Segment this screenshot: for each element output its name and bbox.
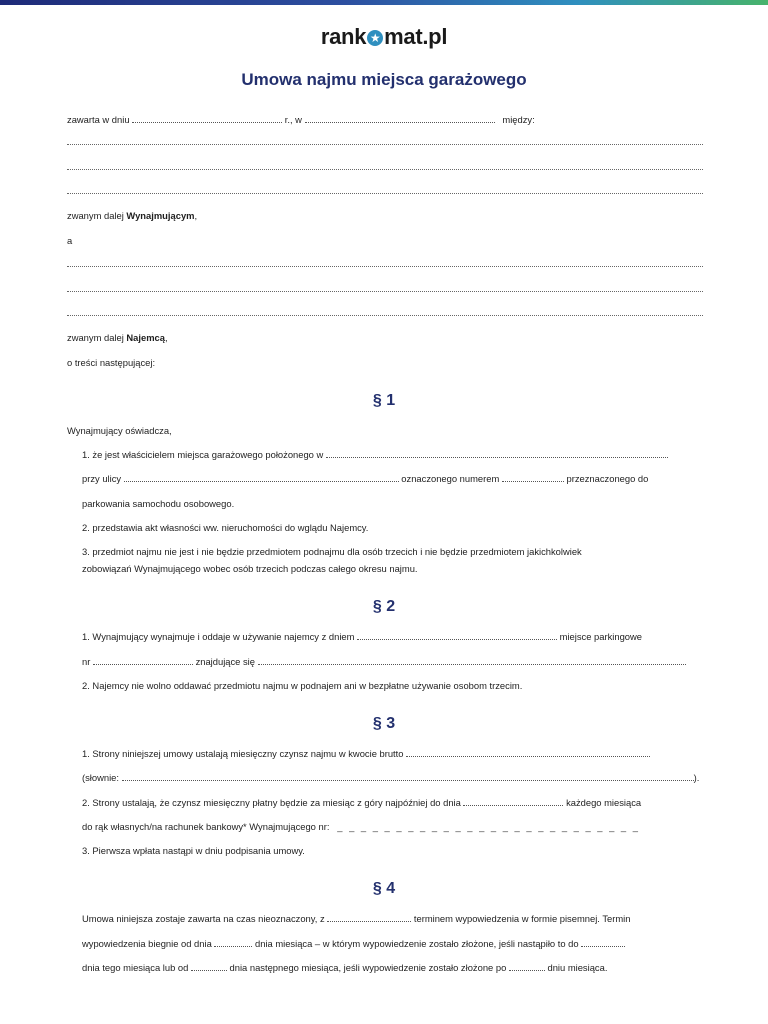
text: zwanym dalej bbox=[67, 210, 127, 221]
text: (słownie: bbox=[82, 772, 119, 783]
tenant-definition bbox=[67, 332, 168, 344]
text: 1. Wynajmujący wynajmuje i oddaje w używanie najemcy z dniem bbox=[82, 631, 355, 642]
party1-line-2[interactable] bbox=[67, 169, 703, 170]
text: 1. Strony niniejszej umowy ustalają miesięczny czynsz najmu w kwocie brutto bbox=[82, 748, 404, 759]
section-2-heading: § 2 bbox=[372, 598, 396, 615]
text: 2. Strony ustalają, że czynsz miesięczny płatny będzie za miesiąc z góry najpóźniej do dnia bbox=[82, 797, 461, 808]
deadline-day-blank[interactable] bbox=[581, 938, 625, 947]
party2-line-2[interactable] bbox=[67, 291, 703, 292]
intro-line bbox=[67, 114, 535, 126]
place-blank[interactable] bbox=[305, 114, 495, 123]
section-3-heading: § 3 bbox=[372, 715, 396, 732]
text: 1. że jest właścicielem miejsca garażowego położonego w bbox=[82, 449, 324, 460]
text: do rąk własnych/na rachunek bankowy* Wynajmującego nr: bbox=[82, 821, 330, 832]
start-date-blank[interactable] bbox=[357, 631, 557, 640]
section-4-heading: § 4 bbox=[372, 880, 396, 897]
star-icon: ★ bbox=[367, 30, 383, 46]
notice-period-blank[interactable] bbox=[327, 913, 411, 922]
top-gradient-bar bbox=[0, 0, 768, 5]
s4-line-1 bbox=[82, 913, 630, 925]
s1-point-3a: 3. przedmiot najmu nie jest i nie będzie przedmiotem podnajmu dla osób trzecich i nie będzie przedmiotem jakichkolwiek bbox=[82, 546, 582, 557]
notice-day-blank[interactable] bbox=[214, 938, 252, 947]
text: dnia miesiąca – w którym wypowiedzenie zostało złożone, jeśli nastąpiło to do bbox=[255, 938, 579, 949]
tenant-term: Najemcą bbox=[126, 332, 165, 343]
s3-point-2b bbox=[82, 821, 640, 833]
text: zwanym dalej bbox=[67, 332, 127, 343]
s1-point-1b bbox=[82, 473, 648, 485]
s2-point-2: 2. Najemcy nie wolno oddawać przedmiotu najmu w podnajem ani w bezpłatne używanie osobom trzecim. bbox=[82, 680, 523, 691]
s3-point-2a bbox=[82, 797, 641, 809]
party1-line-3[interactable] bbox=[67, 193, 703, 194]
text: terminem wypowiedzenia w formie pisemnej. Termin bbox=[413, 913, 631, 924]
s4-line-2 bbox=[82, 938, 625, 950]
text: znajdujące się bbox=[195, 656, 255, 667]
s2-point-1a bbox=[82, 631, 642, 643]
number-blank[interactable] bbox=[502, 473, 564, 482]
between-label: między: bbox=[502, 114, 535, 125]
s1-point-1a bbox=[82, 449, 668, 461]
amount-in-words-blank[interactable] bbox=[122, 772, 694, 781]
s3-point-1a bbox=[82, 748, 650, 760]
s1-lead: Wynajmujący oświadcza, bbox=[67, 425, 172, 436]
street-blank[interactable] bbox=[124, 473, 399, 482]
text: oznaczonego numerem bbox=[401, 473, 500, 484]
spot-number-blank[interactable] bbox=[93, 656, 193, 665]
text: dniu miesiąca. bbox=[547, 962, 608, 973]
s1-point-3b: zobowiązań Wynajmującego wobec osób trzecich podczas całego okresu najmu. bbox=[82, 563, 418, 574]
s1-point-1c: parkowania samochodu osobowego. bbox=[82, 498, 235, 509]
place-label: r., w bbox=[284, 114, 302, 125]
logo bbox=[0, 24, 768, 50]
and-label: a bbox=[67, 235, 73, 246]
text: przy ulicy bbox=[82, 473, 122, 484]
text: każdego miesiąca bbox=[566, 797, 642, 808]
location-blank[interactable] bbox=[326, 449, 668, 458]
document-title: Umowa najmu miejsca garażowego bbox=[241, 70, 527, 89]
s3-point-3: 3. Pierwsza wpłata nastąpi w dniu podpisania umowy. bbox=[82, 845, 305, 856]
content-intro: o treści następującej: bbox=[67, 357, 156, 368]
date-blank[interactable] bbox=[132, 114, 282, 123]
text: dnia tego miesiąca lub od bbox=[82, 962, 189, 973]
party1-line-1[interactable] bbox=[67, 144, 703, 145]
text: dnia następnego miesiąca, jeśli wypowiedzenie zostało złożone po bbox=[229, 962, 507, 973]
logo-text-right: mat.pl bbox=[384, 24, 448, 49]
text: , bbox=[194, 210, 198, 221]
text: ). bbox=[693, 772, 700, 783]
account-number-field[interactable]: _ _ _ _ _ _ _ _ _ _ _ _ _ _ _ _ _ _ _ _ _ _ _ _ _ _ bbox=[337, 821, 640, 832]
s1-point-2: 2. przedstawia akt własności ww. nieruchomości do wglądu Najemcy. bbox=[82, 522, 369, 533]
party2-line-3[interactable] bbox=[67, 315, 703, 316]
text: wypowiedzenia biegnie od dnia bbox=[82, 938, 212, 949]
section-1-heading: § 1 bbox=[372, 392, 396, 409]
landlord-definition bbox=[67, 210, 197, 222]
logo-text-left: rank bbox=[320, 24, 367, 49]
zawarta-label: zawarta w dniu bbox=[67, 114, 130, 125]
party2-line-1[interactable] bbox=[67, 266, 703, 267]
after-day-blank[interactable] bbox=[509, 962, 545, 971]
text: miejsce parkingowe bbox=[559, 631, 642, 642]
payment-day-blank[interactable] bbox=[463, 797, 563, 806]
text: Umowa niniejsza zostaje zawarta na czas nieoznaczony, z bbox=[82, 913, 325, 924]
spot-location-blank[interactable] bbox=[258, 656, 686, 665]
s4-line-3 bbox=[82, 962, 607, 974]
s2-point-1b bbox=[82, 656, 686, 668]
from-day-blank[interactable] bbox=[191, 962, 227, 971]
rent-amount-blank[interactable] bbox=[406, 748, 650, 757]
text: nr bbox=[82, 656, 91, 667]
text: , bbox=[164, 332, 168, 343]
text: przeznaczonego do bbox=[566, 473, 649, 484]
s3-point-1b bbox=[82, 772, 699, 784]
landlord-term: Wynajmującym bbox=[126, 210, 195, 221]
